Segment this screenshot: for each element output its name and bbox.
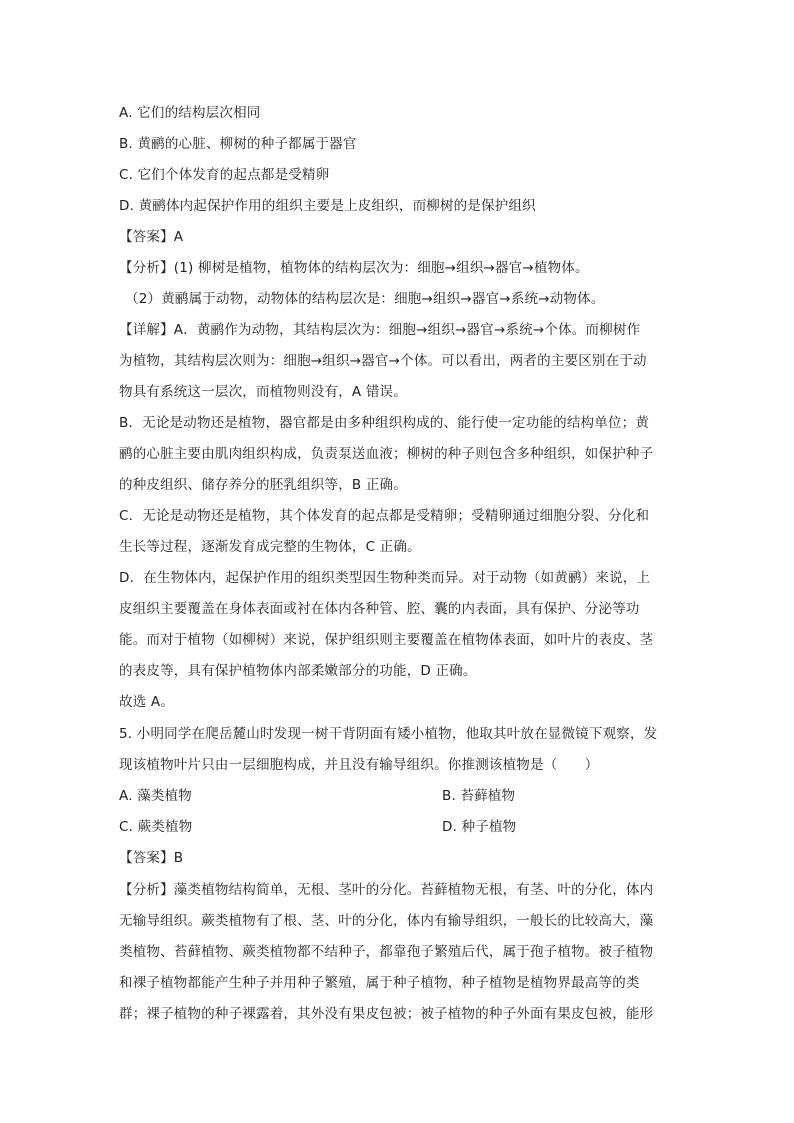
q4-detail-line: 皮组织主要覆盖在身体表面或衬在体内各种管、腔、囊的内表面，具有保护、分泌等功 bbox=[119, 601, 640, 617]
q4-detail-line: D．在生物体内，起保护作用的组织类型因生物种类而异。对于动物（如黄鹂）来说，上 bbox=[119, 570, 651, 586]
q5-option-b: B. 苔藓植物 bbox=[442, 788, 516, 804]
q4-detail-line: C．无论是动物还是植物，其个体发育的起点都是受精卵；受精卵通过细胞分裂、分化和 bbox=[119, 508, 650, 524]
q5-answer: 【答案】B bbox=[119, 850, 184, 866]
q4-option-a: A. 它们的结构层次相同 bbox=[119, 105, 261, 121]
q5-option-a: A. 藻类植物 bbox=[119, 788, 192, 804]
q4-analysis-line: （2）黄鹂属于动物，动物体的结构层次是：细胞→组织→器官→系统→动物体。 bbox=[125, 291, 605, 307]
q4-answer: 【答案】A bbox=[119, 229, 184, 245]
q4-detail-line: 能。而对于植物（如柳树）来说，保护组织则主要覆盖在植物体表面，如叶片的表皮、茎 bbox=[119, 632, 654, 648]
q4-detail-line: 物具有系统这一层次，而植物则没有，A 错误。 bbox=[119, 384, 407, 400]
q5-stem-line: 5. 小明同学在爬岳麓山时发现一树干背阴面有矮小植物，他取其叶放在显微镜下观察，发 bbox=[119, 726, 658, 742]
q4-conclusion: 故选 A。 bbox=[119, 694, 175, 710]
q5-analysis-line: 类植物、苔藓植物、蕨类植物都不结种子，都靠孢子繁殖后代，属于孢子植物。被子植物 bbox=[119, 944, 654, 960]
q4-analysis-line: 【分析】(1) 柳树是植物，植物体的结构层次为：细胞→组织→器官→植物体。 bbox=[119, 260, 589, 276]
q4-option-b: B. 黄鹂的心脏、柳树的种子都属于器官 bbox=[119, 136, 357, 152]
q5-analysis-line: 无输导组织。蕨类植物有了根、茎、叶的分化，体内有输导组织，一般长的比较高大，藻 bbox=[119, 913, 654, 929]
q4-detail-line: 为植物，其结构层次则为：细胞→组织→器官→个体。可以看出，两者的主要区别在于动 bbox=[119, 353, 647, 369]
q4-detail-line: 【详解】A．黄鹂作为动物，其结构层次为：细胞→组织→器官→系统→个体。而柳树作 bbox=[119, 322, 641, 338]
q5-analysis-line: 群；裸子植物的种子裸露着，其外没有果皮包被；被子植物的种子外面有果皮包被，能形 bbox=[119, 1006, 654, 1022]
q4-option-c: C. 它们个体发育的起点都是受精卵 bbox=[119, 167, 330, 183]
q5-option-c: C. 蕨类植物 bbox=[119, 819, 193, 835]
q4-option-d: D. 黄鹂体内起保护作用的组织主要是上皮组织，而柳树的是保护组织 bbox=[119, 198, 536, 214]
q4-detail-line: 的表皮等，具有保护植物体内部柔嫩部分的功能，D 正确。 bbox=[119, 663, 477, 679]
q5-analysis-line: 【分析】藻类植物结构简单，无根、茎叶的分化。苔藓植物无根，有茎、叶的分化，体内 bbox=[119, 882, 654, 898]
q5-stem-line: 现该植物叶片只由一层细胞构成，并且没有输导组织。你推测该植物是（ ） bbox=[119, 757, 599, 773]
q5-analysis-line: 和裸子植物都能产生种子并用种子繁殖，属于种子植物，种子植物是植物界最高等的类 bbox=[119, 975, 640, 991]
q4-detail-line: B．无论是动物还是植物，器官都是由多种组织构成的、能行使一定功能的结构单位；黄 bbox=[119, 415, 650, 431]
q5-option-d: D. 种子植物 bbox=[442, 819, 517, 835]
q4-detail-line: 鹂的心脏主要由肌肉组织构成，负责泵送血液；柳树的种子则包含多种组织，如保护种子 bbox=[119, 446, 654, 462]
q4-detail-line: 的种皮组织、储存养分的胚乳组织等，B 正确。 bbox=[119, 477, 407, 493]
q4-detail-line: 生长等过程，逐渐发育成完整的生物体，C 正确。 bbox=[119, 539, 421, 555]
